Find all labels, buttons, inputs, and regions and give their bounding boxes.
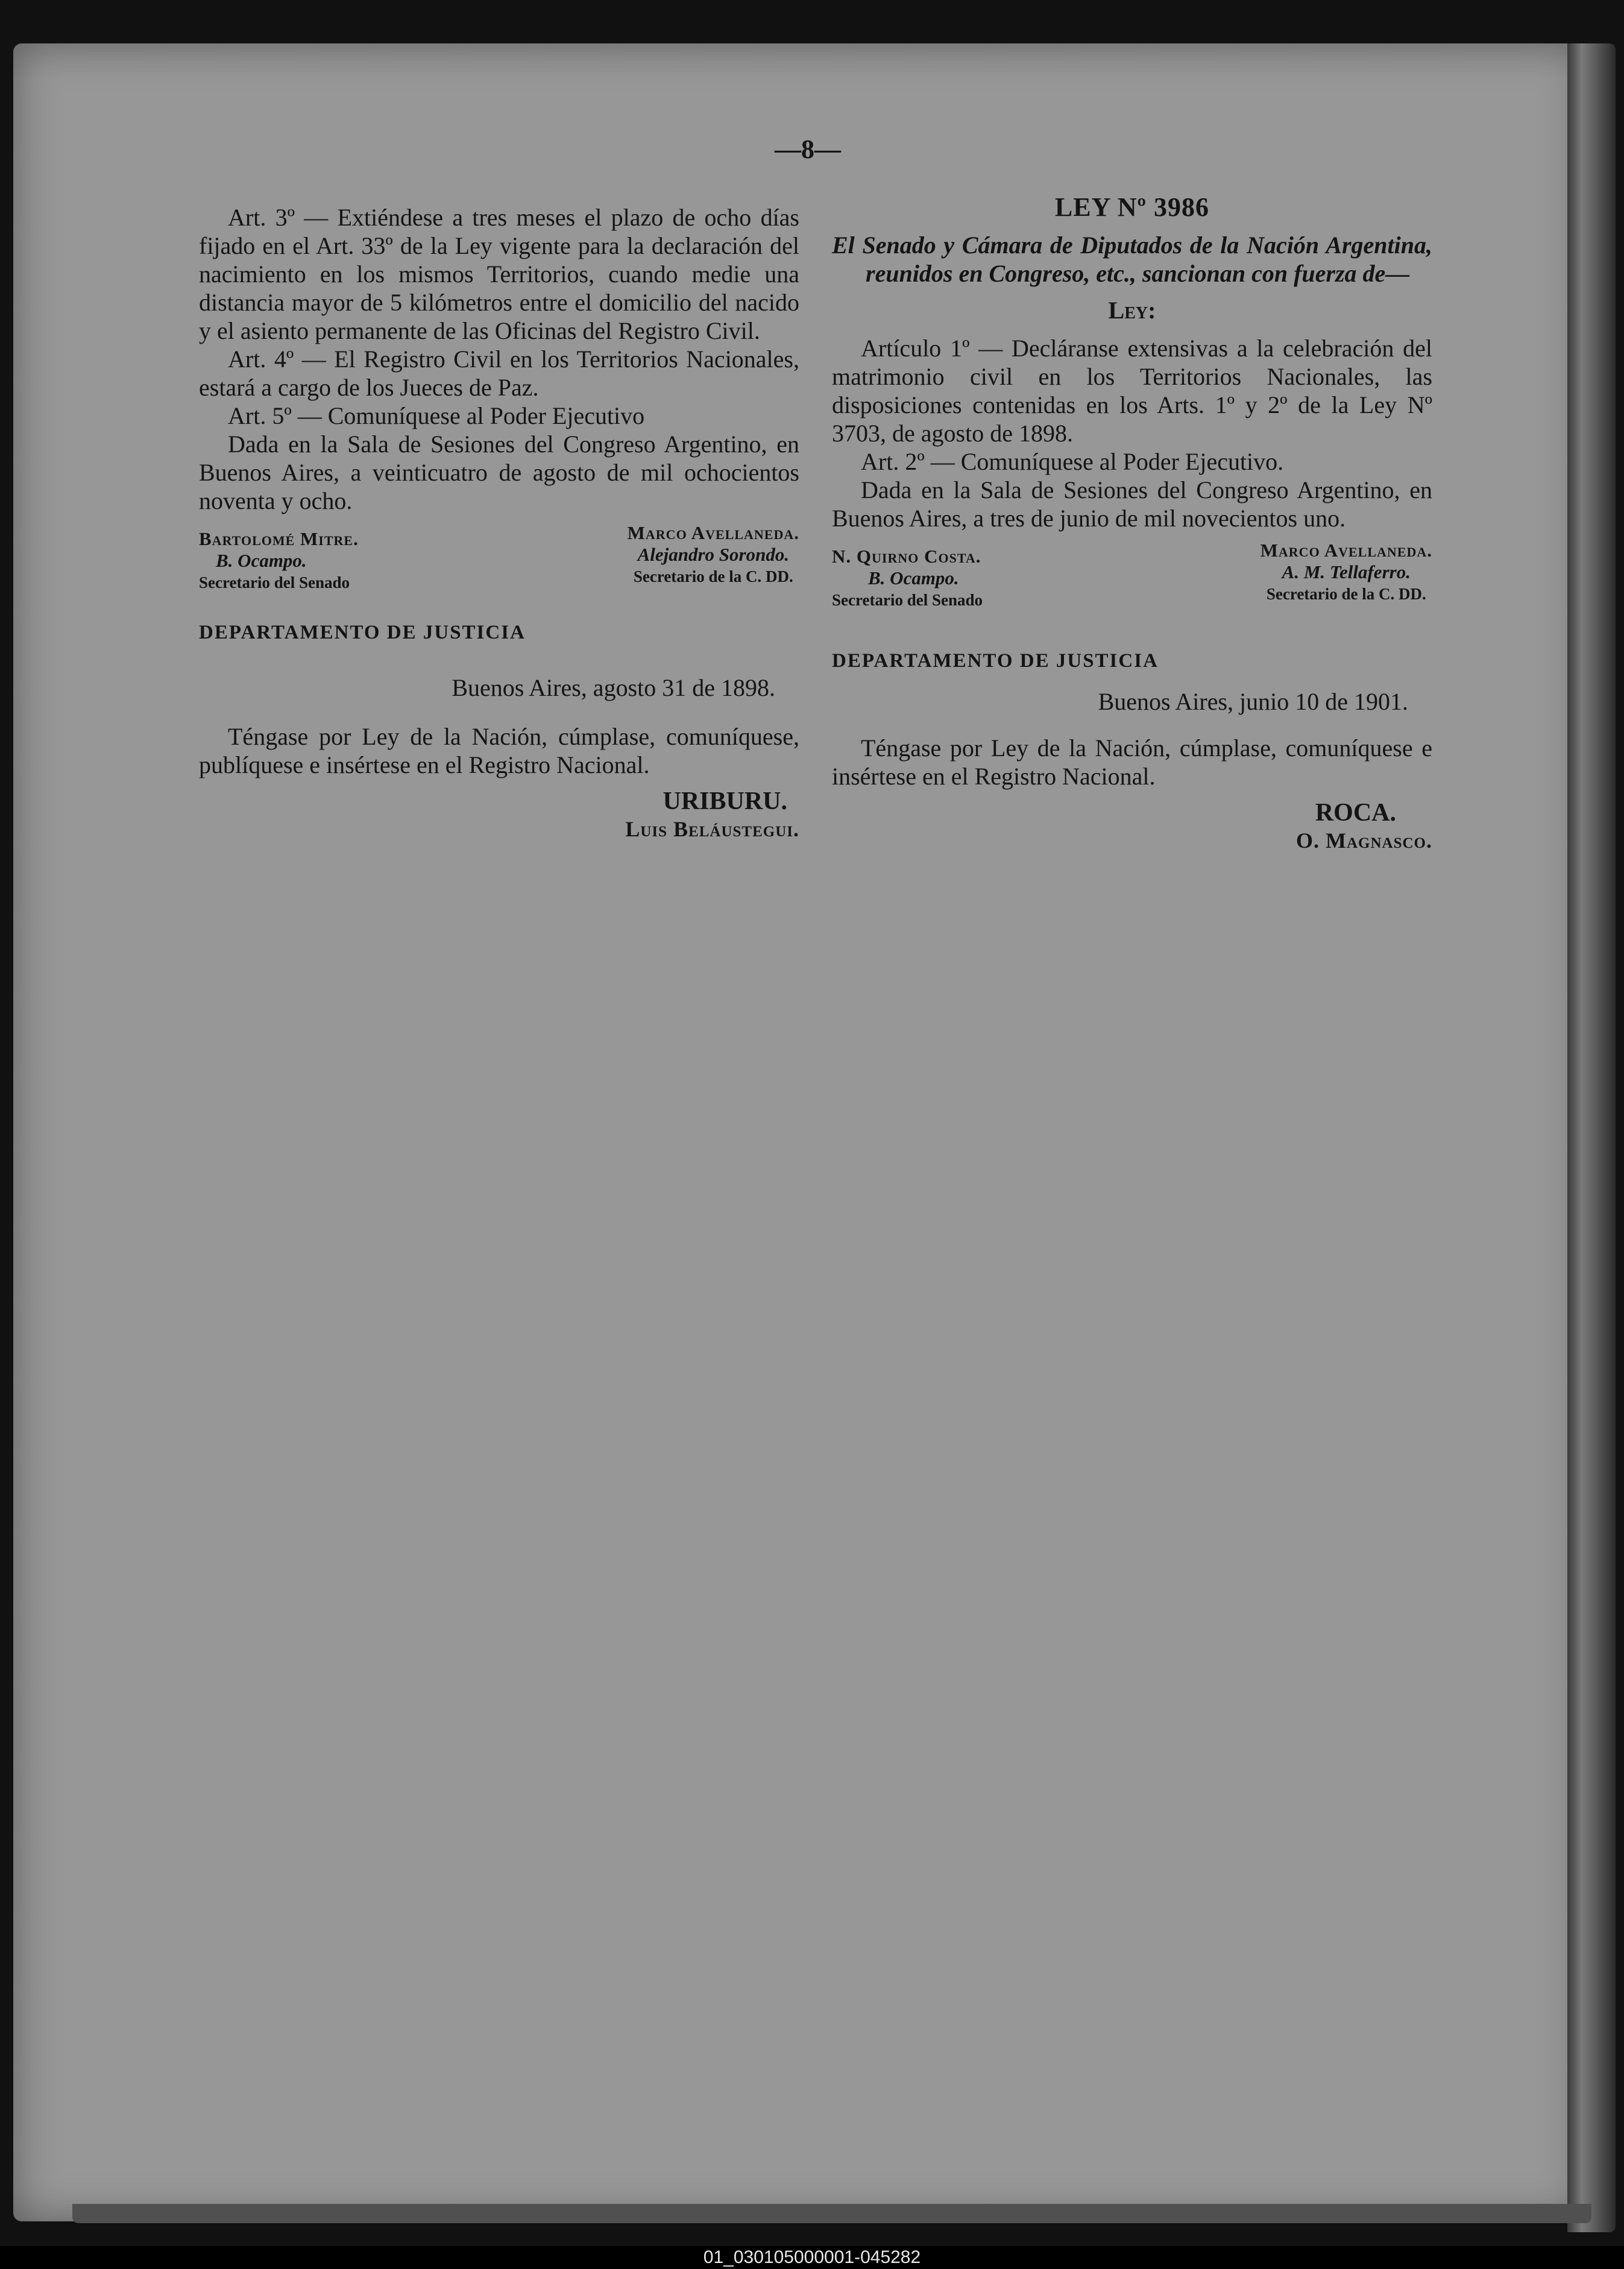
right-senate-signatures <box>832 546 983 611</box>
left-minister-signature: Luis Beláustegui. <box>625 817 799 841</box>
right-senate-president: N. Quirno Costa. <box>832 546 981 567</box>
blank-page-area <box>181 1025 1417 2110</box>
law-preamble: El Senado y Cámara de Diputados de la Nación Argentina, reunidos en Congreso, etc., sancionan con fuerza de— <box>832 232 1432 287</box>
right-deputies-signatures <box>1260 540 1432 605</box>
right-signature-block <box>832 540 1432 636</box>
right-president-signature: ROCA. <box>1315 799 1396 827</box>
right-deputies-president: Marco Avellaneda. <box>1260 540 1432 561</box>
law-title: LEY Nº 3986 <box>1054 192 1210 222</box>
left-date: Buenos Aires, agosto 31 de 1898. <box>452 674 775 701</box>
left-senate-secretary: B. Ocampo. <box>216 550 307 571</box>
book-binding <box>1567 43 1616 2232</box>
right-senate-role: Secretario del Senado <box>832 591 983 609</box>
left-senate-president: Bartolomé Mitre. <box>199 528 359 549</box>
footer-archive-id: 01_030105000001-045282 <box>703 2247 921 2267</box>
left-deputies-signatures <box>628 522 799 587</box>
left-column <box>199 203 799 844</box>
right-decree: Téngase por Ley de la Nación, cúmplase, comuníquese e insértese en el Registro Nacional. <box>832 734 1432 790</box>
page-number: —8— <box>775 134 841 164</box>
left-deputies-secretary: Alejandro Sorondo. <box>637 544 790 565</box>
right-deputies-secretary: A. M. Tellaferro. <box>1282 561 1411 582</box>
right-senate-secretary: B. Ocampo. <box>868 567 959 589</box>
left-deputies-president: Marco Avellaneda. <box>627 522 799 543</box>
right-article-2: Art. 2º — Comuníquese al Poder Ejecutivo. <box>861 448 1284 475</box>
right-dada-clause: Dada en la Sala de Sesiones del Congreso Argentino, en Buenos Aires, a tres de junio de mil novecientos uno. <box>832 476 1432 532</box>
left-article-5: Art. 5º — Comuníquese al Poder Ejecutivo <box>228 402 645 429</box>
right-department: DEPARTAMENTO DE JUSTICIA <box>832 650 1159 672</box>
right-deputies-role: Secretario de la C. DD. <box>1266 585 1426 603</box>
left-dada-clause: Dada en la Sala de Sesiones del Congreso Argentino, en Buenos Aires, a veinticuatro de agosto de mil ochocientos noventa y ocho. <box>199 431 799 514</box>
right-minister-signature: O. Magnasco. <box>1296 828 1432 853</box>
left-senate-signatures <box>199 528 359 593</box>
left-decree: Téngase por Ley de la Nación, cúmplase, comuníquese, publíquese e insértese en el Registro Nacional. <box>199 723 799 778</box>
left-signature-block <box>199 522 799 619</box>
left-deputies-role: Secretario de la C. DD. <box>633 567 793 585</box>
left-department: DEPARTAMENTO DE JUSTICIA <box>199 622 526 643</box>
page-bottom-edge <box>72 2204 1591 2223</box>
left-article-4: Art. 4º — El Registro Civil en los Territorios Nacionales, estará a cargo de los Jueces de Paz. <box>199 346 799 401</box>
left-senate-role: Secretario del Senado <box>199 573 350 592</box>
left-president-signature: URIBURU. <box>663 787 787 815</box>
right-article-1: Artículo 1º — Decláranse extensivas a la celebración del matrimonio civil en los Territorios Nacionales, las disposiciones contenidas en los Arts. 1º y 2º de la Ley Nº 3703, de agosto de 1898. <box>832 335 1432 447</box>
left-article-3: Art. 3º — Extiéndese a tres meses el plazo de ocho días fijado en el Art. 33º de la Ley vigente para la declaración del nacimiento en los mismos Territorios, cuando medie una distancia mayor de 5 kilómetros entre el domicilio del nacido y el asiento permanente de las Oficinas del Registro Civil. <box>199 204 799 344</box>
right-date: Buenos Aires, junio 10 de 1901. <box>1098 688 1408 715</box>
right-column <box>832 193 1432 855</box>
ley-heading: Ley: <box>1108 297 1156 324</box>
